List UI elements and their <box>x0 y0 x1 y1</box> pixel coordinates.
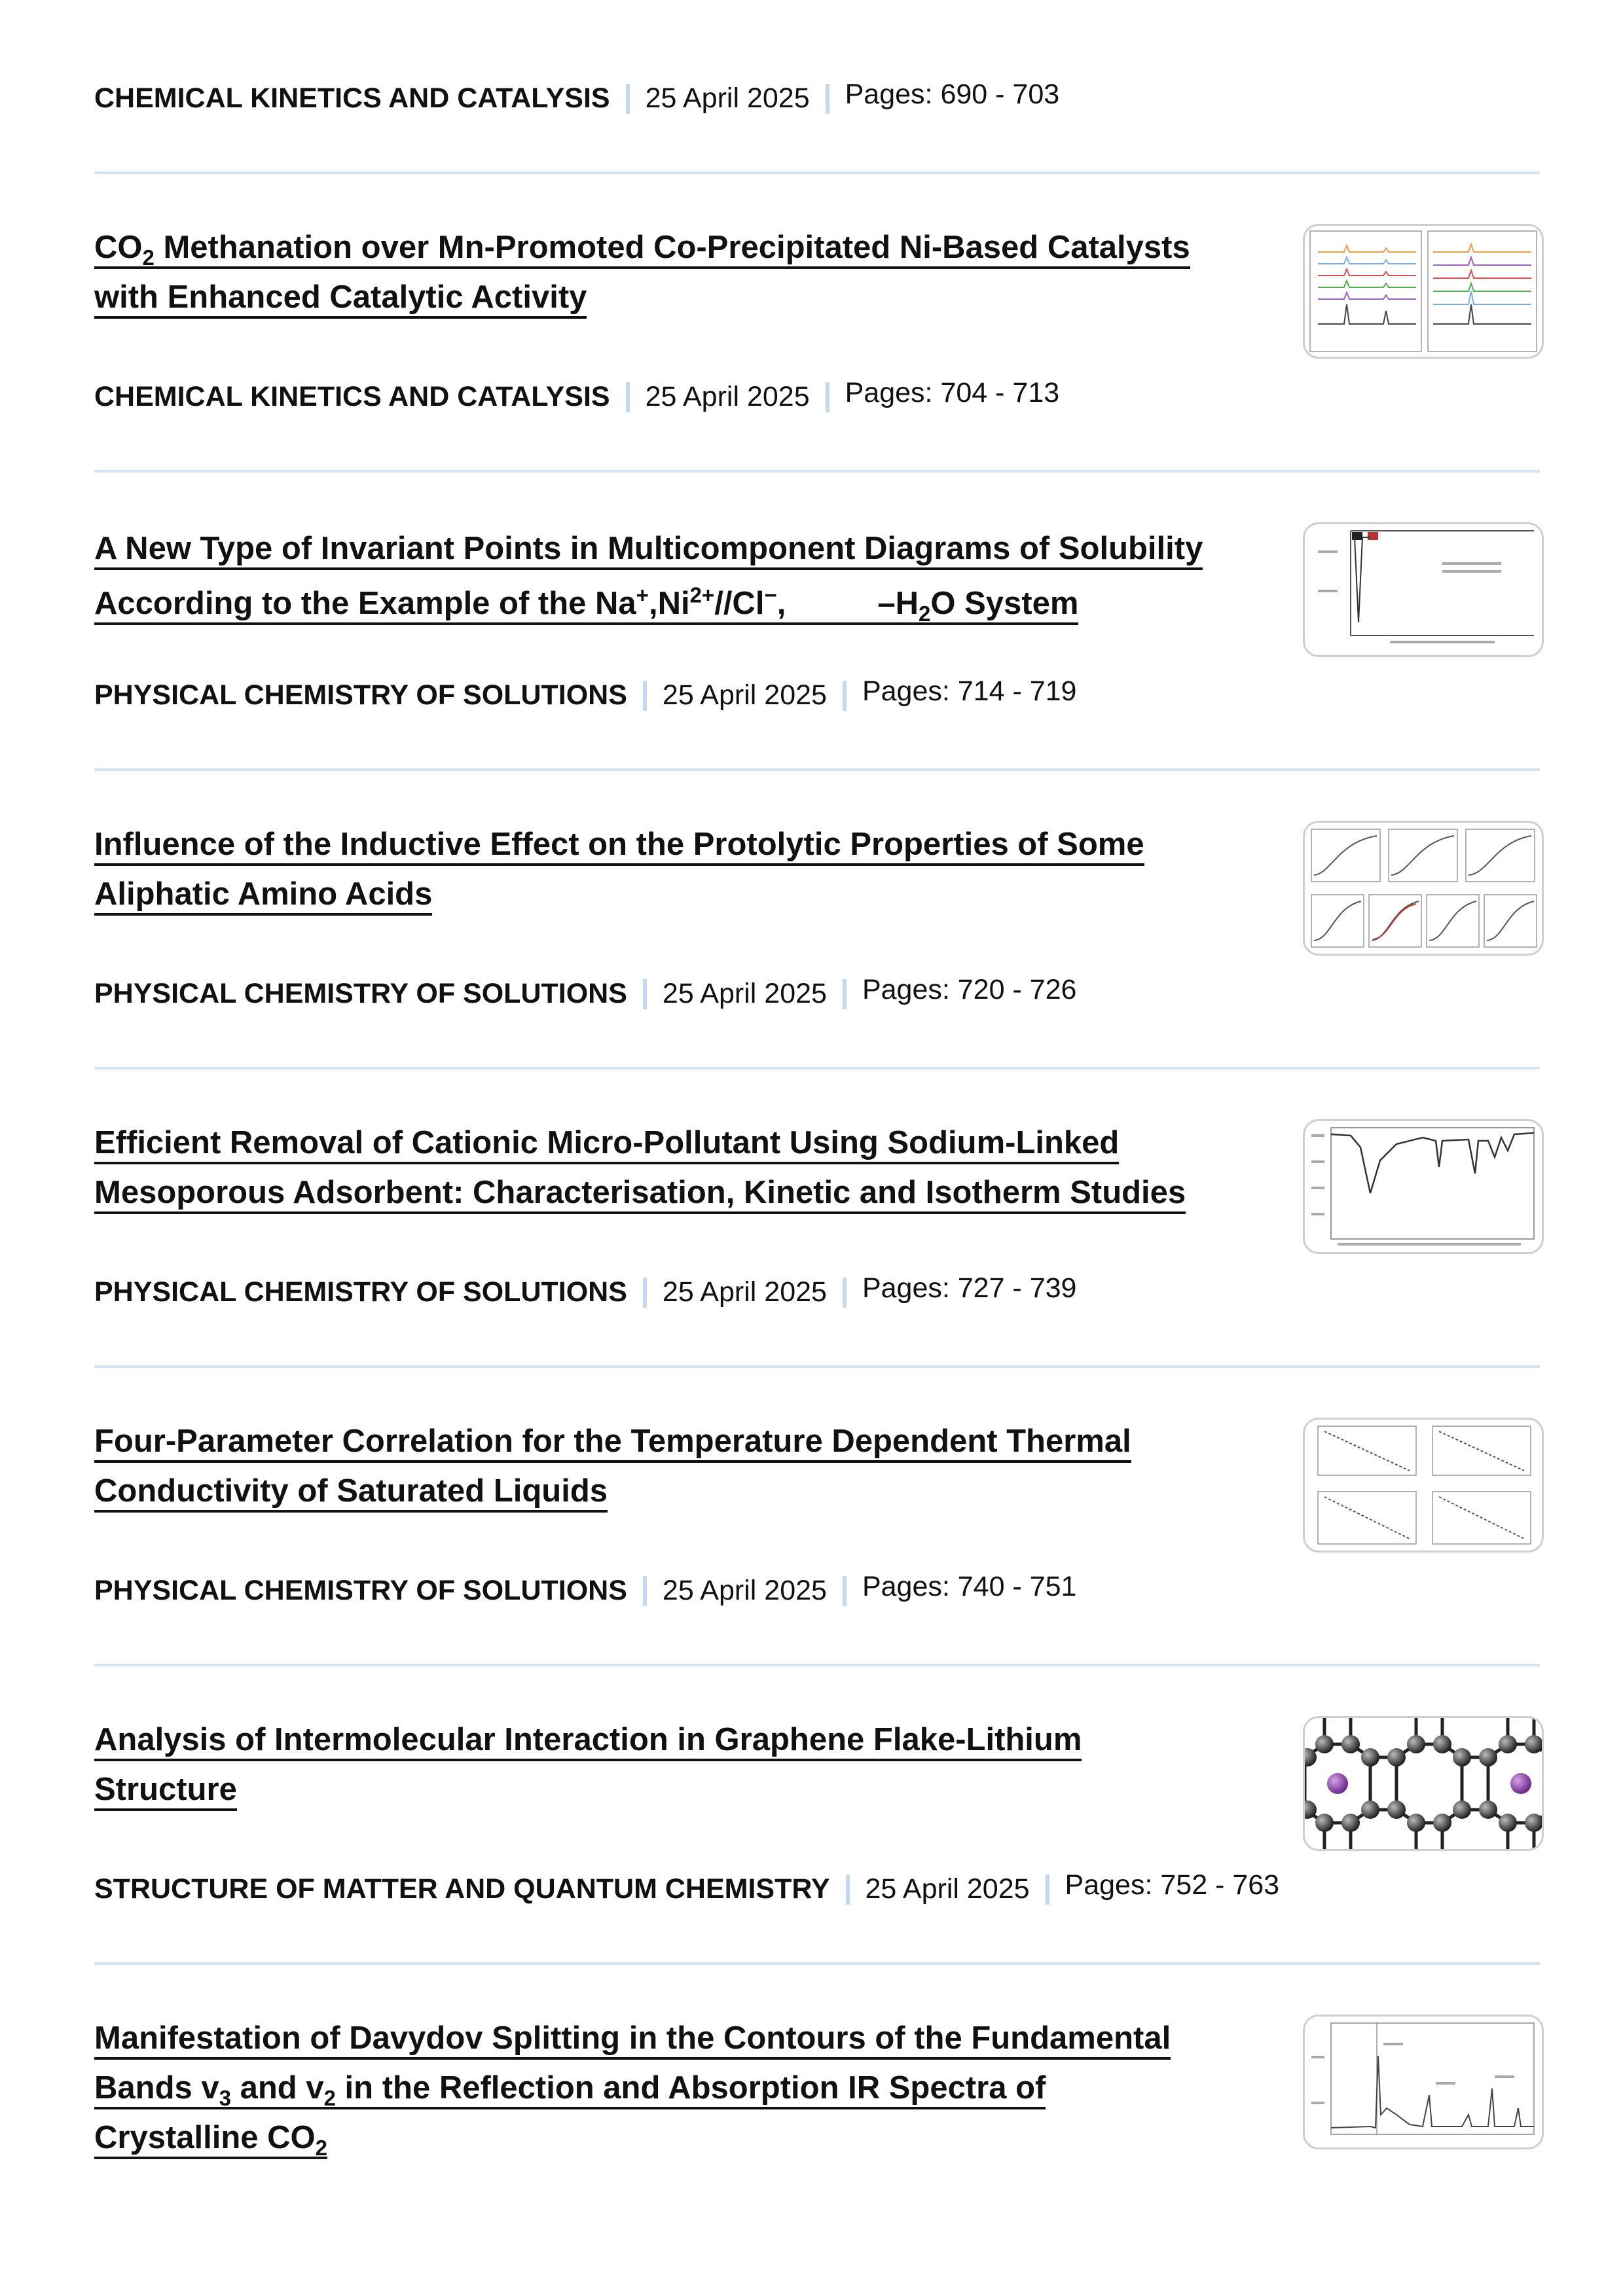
page-range: Pages: 727 - 739 <box>862 1272 1077 1304</box>
category-label[interactable]: PHYSICAL CHEMISTRY OF SOLUTIONS <box>94 1276 627 1308</box>
ir-bands-spectrum-icon[interactable] <box>1303 2015 1544 2149</box>
article-title[interactable] <box>94 1118 1247 1217</box>
separator <box>843 979 847 1009</box>
separator <box>643 979 647 1009</box>
separator <box>843 681 847 711</box>
separator <box>843 1576 847 1606</box>
category-label[interactable]: PHYSICAL CHEMISTRY OF SOLUTIONS <box>94 679 627 711</box>
separator <box>1046 1874 1049 1905</box>
article-title-link[interactable]: Crystalline $CO_2$ <box>94 2120 328 2160</box>
separator <box>643 1278 647 1308</box>
separator <box>643 681 647 711</box>
separator <box>846 1874 850 1905</box>
divider <box>94 171 1540 174</box>
category-label[interactable]: CHEMICAL KINETICS AND CATALYSIS <box>94 381 610 412</box>
article-meta <box>94 1869 1280 1905</box>
ir-spectrum-icon[interactable] <box>1303 1119 1544 1254</box>
category-label[interactable]: PHYSICAL CHEMISTRY OF SOLUTIONS <box>94 1575 627 1606</box>
article-title[interactable] <box>94 1416 1247 1516</box>
article-title-link[interactable]: Bands $v_3$ and $v_2$ in the Reflection and Absorption IR Spectra of <box>94 2070 1046 2110</box>
separator <box>826 382 830 412</box>
publish-date: 25 April 2025 <box>662 679 827 711</box>
article-meta <box>94 974 1077 1010</box>
publish-date: 25 April 2025 <box>865 1873 1030 1905</box>
article-title-link[interactable]: Conductivity of Saturated Liquids <box>94 1473 608 1513</box>
article-title[interactable] <box>94 223 1247 322</box>
article-title-link[interactable]: Mesoporous Adsorbent: Characterisation, Kinetic and Isotherm Studies <box>94 1175 1186 1214</box>
article-title-link[interactable]: Influence of the Inductive Effect on the Protolytic Properties of Some <box>94 827 1144 866</box>
separator <box>826 84 830 114</box>
category-label[interactable]: STRUCTURE OF MATTER AND QUANTUM CHEMISTRY <box>94 1873 830 1905</box>
divider <box>94 768 1540 771</box>
separator <box>626 84 630 114</box>
article-meta <box>94 1272 1077 1308</box>
separator <box>626 382 630 412</box>
article-title-link[interactable]: with Enhanced Catalytic Activity <box>94 279 587 319</box>
divider <box>94 1067 1540 1069</box>
page-range: Pages: 704 - 713 <box>845 377 1060 408</box>
page-range: Pages: 720 - 726 <box>862 974 1077 1005</box>
linear-plots-icon[interactable] <box>1303 1418 1544 1552</box>
page-range: Pages: 714 - 719 <box>862 675 1077 707</box>
separator <box>843 1278 847 1308</box>
article-title[interactable] <box>94 1715 1247 1814</box>
publish-date: 25 April 2025 <box>662 978 827 1009</box>
article-meta <box>94 79 1060 115</box>
publish-date: 25 April 2025 <box>645 82 810 114</box>
article-title-link[interactable]: According to the Example of the $Na^+,Ni^{2+}//Cl^-$, $-H_2O$ System <box>94 583 1079 626</box>
separator <box>643 1576 647 1606</box>
publish-date: 25 April 2025 <box>662 1276 827 1308</box>
article-title-link[interactable]: A New Type of Invariant Points in Multicomponent Diagrams of Solubility <box>94 531 1203 570</box>
category-label[interactable]: PHYSICAL CHEMISTRY OF SOLUTIONS <box>94 978 627 1009</box>
article-meta <box>94 377 1060 413</box>
article-title-link[interactable]: Four-Parameter Correlation for the Temperature Dependent Thermal <box>94 1424 1131 1463</box>
publish-date: 25 April 2025 <box>645 381 810 412</box>
article-title[interactable] <box>94 819 1247 919</box>
article-title-link[interactable]: $CO_2$ Methanation over Mn-Promoted Co-Precipitated Ni-Based Catalysts <box>94 230 1190 270</box>
publish-date: 25 April 2025 <box>662 1575 827 1606</box>
divider <box>94 1365 1540 1368</box>
page-range: Pages: 752 - 763 <box>1065 1869 1280 1901</box>
article-meta <box>94 1571 1077 1607</box>
article-title[interactable] <box>94 521 1247 631</box>
page-range: Pages: 740 - 751 <box>862 1571 1077 1602</box>
article-title-link[interactable]: Aliphatic Amino Acids <box>94 876 432 916</box>
article-meta <box>94 675 1077 711</box>
article-title-link[interactable]: Efficient Removal of Cationic Micro-Pollutant Using Sodium-Linked <box>94 1125 1119 1164</box>
titration-curves-icon[interactable] <box>1303 821 1544 956</box>
divider <box>94 1664 1540 1666</box>
article-title[interactable] <box>94 2013 1247 2162</box>
article-title-link[interactable]: Manifestation of Davydov Splitting in the Contours of the Fundamental <box>94 2020 1171 2060</box>
page-range: Pages: 690 - 703 <box>845 79 1060 110</box>
solubility-diagram-icon[interactable] <box>1303 522 1544 657</box>
xrd-pattern-icon[interactable] <box>1303 224 1544 359</box>
divider <box>94 470 1540 473</box>
article-title-link[interactable]: Analysis of Intermolecular Interaction in Graphene Flake-Lithium <box>94 1722 1082 1761</box>
category-label[interactable]: CHEMICAL KINETICS AND CATALYSIS <box>94 82 610 114</box>
article-title-link[interactable]: Structure <box>94 1772 237 1811</box>
divider <box>94 1962 1540 1965</box>
graphene-lithium-icon[interactable] <box>1303 1716 1544 1851</box>
